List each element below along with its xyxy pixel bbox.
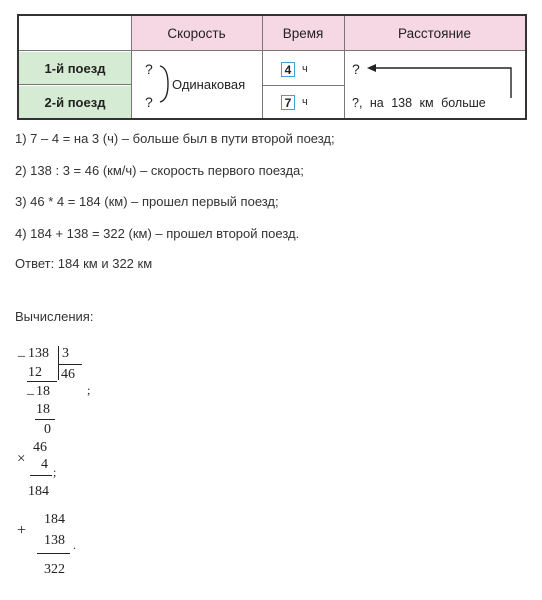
row-label-train-2: 2-й поезд <box>19 86 131 118</box>
multiplication-b: 4 <box>41 457 48 472</box>
time-unit-2: ч <box>302 96 308 108</box>
addition-result: 322 <box>44 562 65 577</box>
row-divider <box>262 85 344 86</box>
multiplication-sign: × <box>17 451 26 467</box>
speed-unknown-2: ? <box>145 94 153 110</box>
brace-icon <box>158 64 172 104</box>
data-table <box>17 14 527 120</box>
header-distance: Расстояние <box>344 16 525 51</box>
multiplication-result: 184 <box>28 484 49 499</box>
division-minus-2: _ <box>27 382 34 397</box>
multiplication-a: 46 <box>33 440 47 455</box>
addition-end: . <box>73 538 76 552</box>
addition-a: 184 <box>44 512 65 527</box>
solution-step-4: 4) 184 + 138 = 322 (км) – прошел второй поезд. <box>15 226 300 241</box>
addition-line <box>37 553 70 554</box>
division-subtrahend-2: 18 <box>36 402 50 417</box>
header-speed: Скорость <box>131 16 262 51</box>
header-empty-cell <box>19 16 131 51</box>
division-quotient: 46 <box>61 367 75 382</box>
addition-b: 138 <box>44 533 65 548</box>
calculations-title: Вычисления: <box>15 309 94 324</box>
speed-same-note: Одинаковая <box>172 77 246 92</box>
division-minus-1: _ <box>18 344 25 359</box>
division-divisor: 3 <box>62 346 69 361</box>
time-value-2: 7 <box>281 95 295 110</box>
addition-sign: + <box>17 522 27 539</box>
division-subtrahend-1: 12 <box>28 365 42 380</box>
speed-unknown-1: ? <box>145 61 153 77</box>
distance-unknown-1: ? <box>352 61 360 77</box>
division-bar <box>58 346 59 380</box>
column-divider <box>262 16 263 118</box>
multiplication-end: ; <box>53 465 57 479</box>
division-dividend: 138 <box>28 346 49 361</box>
arrow-icon <box>365 60 517 100</box>
solution-step-1: 1) 7 – 4 = на 3 (ч) – больше был в пути второй поезд; <box>15 131 335 146</box>
answer: Ответ: 184 км и 322 км <box>15 256 153 271</box>
division-end: ; <box>87 383 91 397</box>
solution-step-3: 3) 46 * 4 = 184 (км) – прошел первый поезд; <box>15 194 279 209</box>
time-value-1: 4 <box>281 62 295 77</box>
column-divider <box>344 16 345 118</box>
distance-train-2: ?, на 138 км больше <box>352 96 486 110</box>
row-label-train-1: 1-й поезд <box>19 52 131 85</box>
division-quotient-line <box>58 364 82 365</box>
multiplication-line <box>30 475 52 476</box>
time-unit-1: ч <box>302 63 308 75</box>
column-divider <box>131 16 132 118</box>
solution-step-2: 2) 138 : 3 = 46 (км/ч) – скорость первого поезда; <box>15 163 304 178</box>
division-line-2 <box>35 419 55 420</box>
header-time: Время <box>262 16 344 51</box>
division-remainder-final: 0 <box>44 422 51 437</box>
division-remainder-1: 18 <box>36 384 50 399</box>
